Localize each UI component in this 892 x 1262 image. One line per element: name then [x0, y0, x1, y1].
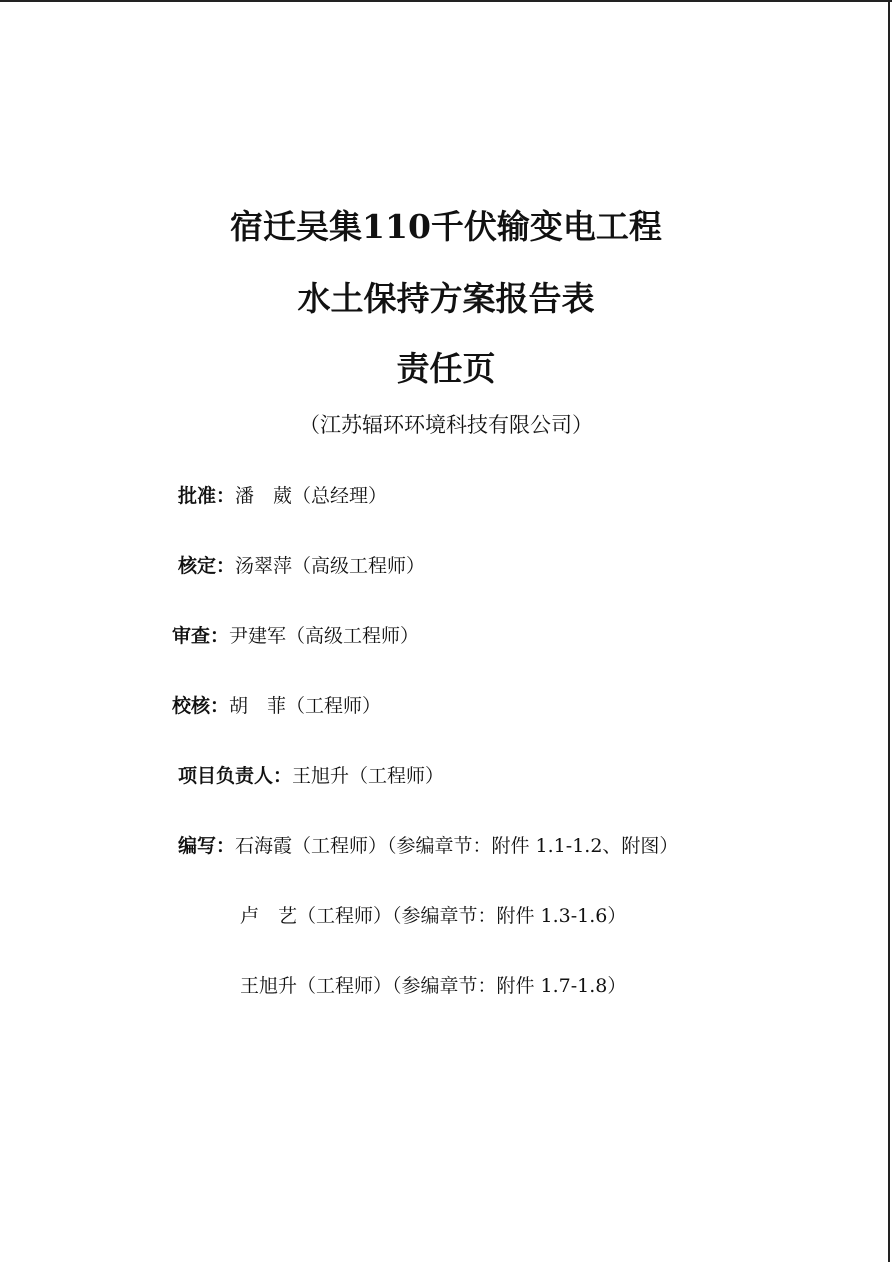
page-heading: 责任页 — [396, 349, 496, 388]
writer-row — [178, 833, 678, 859]
company-name: （江苏辐环环境科技有限公司） — [299, 413, 593, 437]
review-label: 审查： — [172, 625, 230, 647]
approve-value: 潘 葳（总经理） — [235, 485, 388, 507]
writer-row-3: 王旭升（工程师）（参编章节：附件 1.7-1.8） — [240, 975, 627, 997]
verify-label: 核定： — [178, 555, 236, 577]
approve-row — [178, 483, 387, 509]
writer-value: 石海霞（工程师）（参编章节：附件 1.1-1.2、附图） — [235, 835, 679, 857]
review-row — [172, 623, 419, 649]
page-right-border — [888, 0, 890, 1262]
approve-label: 批准： — [178, 485, 236, 507]
check-value: 胡 菲（工程师） — [229, 695, 382, 717]
verify-row — [178, 553, 425, 579]
verify-value: 汤翠萍（高级工程师） — [235, 555, 426, 577]
check-label: 校核： — [172, 695, 230, 717]
project-title: 宿迁吴集110千伏输变电工程 — [230, 207, 662, 246]
review-value: 尹建军（高级工程师） — [229, 625, 420, 647]
check-row — [172, 693, 381, 719]
project-lead-label: 项目负责人： — [178, 765, 293, 787]
project-lead-row — [178, 763, 444, 789]
report-title: 水土保持方案报告表 — [297, 279, 595, 318]
project-lead-value: 王旭升（工程师） — [292, 765, 445, 787]
writer-label: 编写： — [178, 835, 236, 857]
page-top-border — [0, 0, 892, 2]
writer-row-2: 卢 艺（工程师）（参编章节：附件 1.3-1.6） — [240, 905, 627, 927]
